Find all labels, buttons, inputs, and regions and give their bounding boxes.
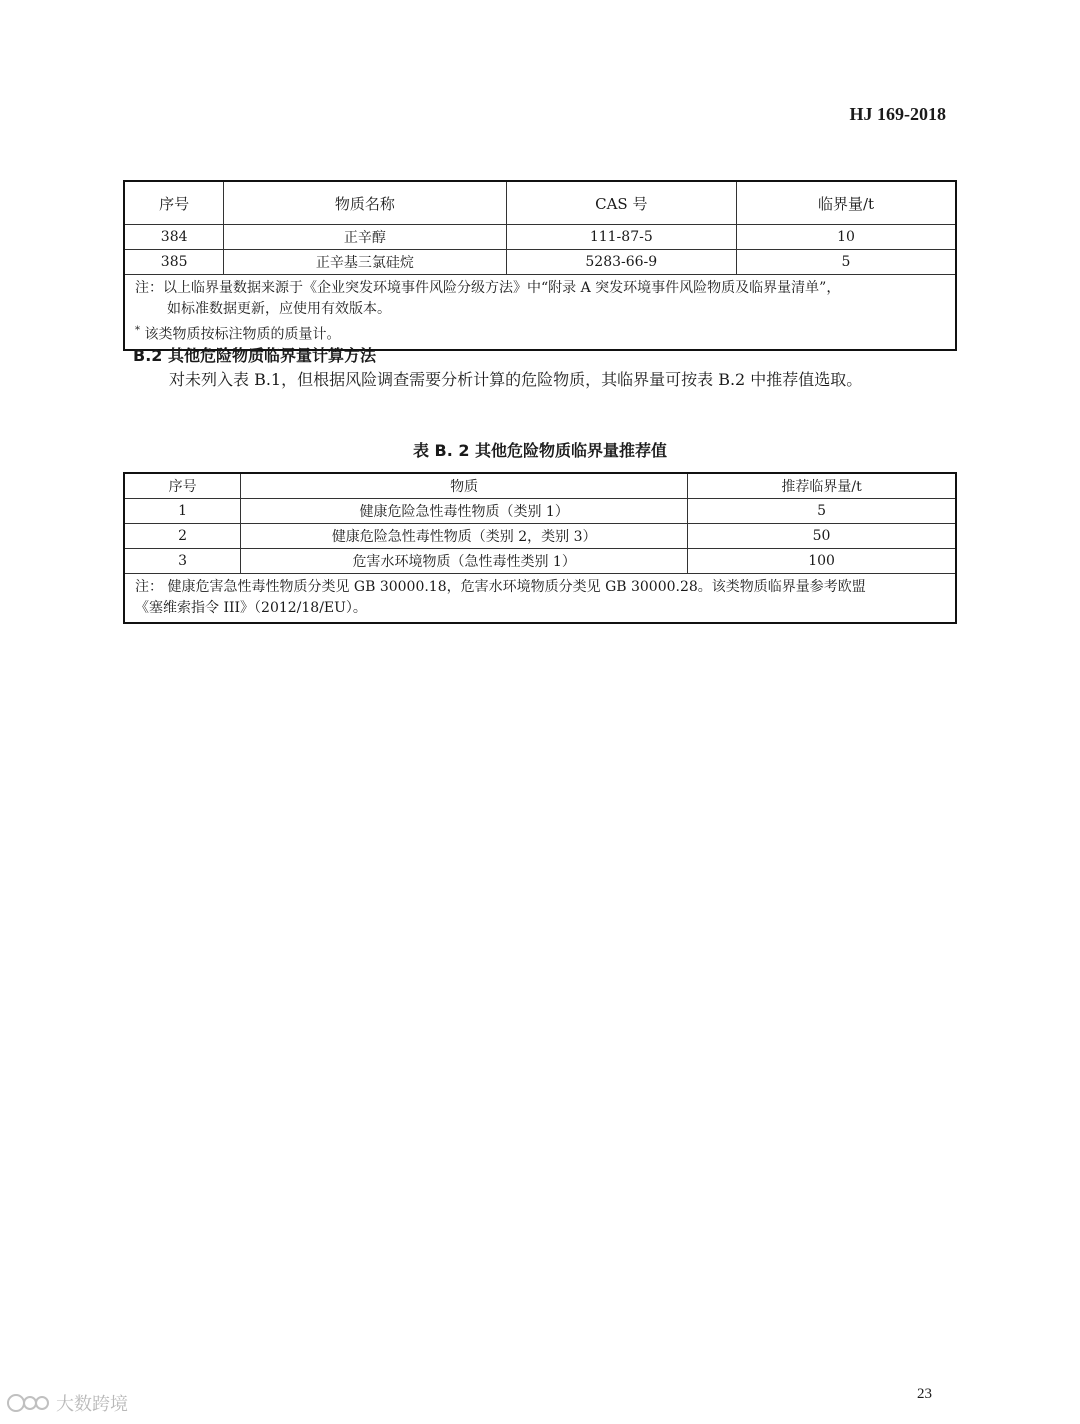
table-note — [124, 574, 956, 624]
cell-threshold: 5 — [737, 250, 956, 275]
table-header-row — [124, 181, 956, 225]
cell-name: 正辛基三氯硅烷 — [224, 250, 506, 275]
table-header-row — [124, 473, 956, 499]
cell-name: 正辛醇 — [224, 225, 506, 250]
col-header-threshold: 推荐临界量/t — [688, 473, 956, 499]
cell-index: 3 — [124, 549, 241, 574]
cell-index: 2 — [124, 524, 241, 549]
table-note-row — [124, 275, 956, 350]
page-number: 23 — [917, 1386, 932, 1402]
table-row — [124, 549, 956, 574]
col-header-threshold: 临界量/t — [737, 181, 956, 225]
substance-threshold-table — [123, 180, 957, 351]
cell-threshold: 10 — [737, 225, 956, 250]
table-row — [124, 524, 956, 549]
note-line-3: 该类物质按标注物质的质量计。 — [144, 326, 341, 343]
cell-substance: 健康危险急性毒性物质（类别 2，类别 3） — [241, 524, 688, 549]
cell-index: 385 — [124, 250, 224, 275]
note-asterisk: * — [135, 325, 140, 336]
col-header-index: 序号 — [124, 473, 241, 499]
table-note-row — [124, 574, 956, 624]
cell-index: 1 — [124, 499, 241, 524]
cell-threshold: 5 — [688, 499, 956, 524]
recommended-threshold-table — [123, 472, 957, 624]
col-header-name: 物质名称 — [224, 181, 506, 225]
cell-threshold: 50 — [688, 524, 956, 549]
table-caption: 表 B. 2 其他危险物质临界量推荐值 — [412, 441, 668, 460]
watermark-text: 大数跨境 — [56, 1394, 128, 1415]
col-header-substance: 物质 — [241, 473, 688, 499]
table-row — [124, 250, 956, 275]
table-row — [124, 225, 956, 250]
watermark — [6, 1390, 128, 1416]
col-header-cas: CAS 号 — [506, 181, 736, 225]
col-header-index: 序号 — [124, 181, 224, 225]
table-row — [124, 499, 956, 524]
cell-threshold: 100 — [688, 549, 956, 574]
note-line-1: 注：以上临界量数据来源于《企业突发环境事件风险分级方法》中“附录 A 突发环境事件风险物质及临界量清单”， — [135, 280, 841, 296]
section-paragraph: 对未列入表 B.1，但根据风险调查需要分析计算的危险物质，其临界量可按表 B.2 中推荐值选取。 — [169, 370, 863, 389]
note-line-2: 《塞维索指令 III》（2012/18/EU）。 — [135, 600, 367, 616]
note-line-2: 如标准数据更新，应使用有效版本。 — [167, 301, 391, 317]
cell-substance: 危害水环境物质（急性毒性类别 1） — [241, 549, 688, 574]
note-line-1: 注： 健康危害急性毒性物质分类见 GB 30000.18，危害水环境物质分类见 GB 30000.28。该类物质临界量参考欧盟 — [135, 579, 866, 595]
table-note — [124, 275, 956, 350]
section-title: B.2 其他危险物质临界量计算方法 — [133, 346, 376, 365]
cell-cas: 5283-66-9 — [506, 250, 736, 275]
watermark-logo-icon — [6, 1392, 50, 1414]
standard-code: HJ 169-2018 — [849, 104, 946, 124]
cell-substance: 健康危险急性毒性物质（类别 1） — [241, 499, 688, 524]
cell-cas: 111-87-5 — [506, 225, 736, 250]
cell-index: 384 — [124, 225, 224, 250]
